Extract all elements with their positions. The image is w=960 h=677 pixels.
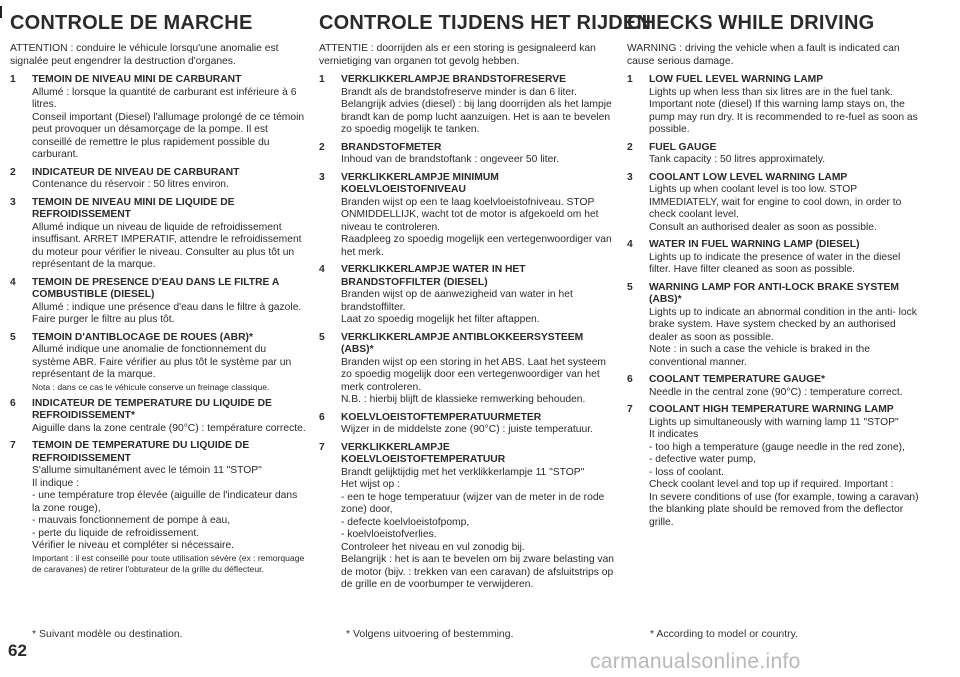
page-number: 62: [8, 641, 27, 660]
item-number: 1: [319, 74, 325, 85]
item-number: 6: [319, 411, 325, 423]
item-body: [32, 197, 306, 272]
item-number: 7: [627, 404, 633, 415]
item-body: [341, 442, 615, 592]
item-number: 4: [10, 276, 16, 288]
item-title: TEMOIN DE PRESENCE D'EAU DANS LE FILTRE A COMBUSTIBLE (DIESEL): [32, 276, 279, 300]
page-edge-mark: [0, 6, 2, 18]
item-number: 1: [10, 74, 16, 85]
column-french: [10, 12, 306, 644]
item-text: Lights up simultaneously with warning lamp 11 "STOP" It indicates - too high a temperature (gauge needle in the red zone), - defective water pump, - loss of coolant. Check coolant level and top up if required. Important : In severe conditions of use (for example, towing a caravan) the blanking plate should be removed from the deflector grille.: [649, 416, 919, 528]
list-item: [627, 142, 923, 167]
section-heading-french: CONTROLE DE MARCHE: [10, 12, 253, 34]
footnote-dutch: * Volgens uitvoering of bestemming.: [346, 628, 514, 640]
item-text: Lights up when less than six litres are in the fuel tank. Important note (diesel) If this warning lamp stays on, the pump may run dry. It is recommended to re-fuel as soon as possible.: [649, 86, 918, 135]
item-number: 6: [10, 397, 16, 409]
item-text: Branden wijst op de aanwezigheid van water in het brandstoffilter. Laat zo spoedig mogelijk het filter aftappen.: [341, 289, 573, 325]
list-item: [319, 332, 615, 407]
item-body: [649, 239, 923, 277]
item-number: 6: [627, 374, 633, 385]
item-title: COOLANT LOW LEVEL WARNING LAMP: [649, 171, 848, 183]
item-number: 5: [627, 281, 633, 293]
item-number: 4: [319, 264, 325, 275]
item-body: [32, 167, 306, 192]
item-title: COOLANT TEMPERATURE GAUGE*: [649, 374, 826, 385]
item-text: Allumé : indique une présence d'eau dans le filtre à gazole. Faire purger le filtre au plus tôt.: [32, 301, 302, 325]
item-text: S'allume simultanément avec le témoin 11 "STOP" Il indique : - une température trop élevée (aiguille de l'indicateur dans la zone rouge), - mauvais fonctionnement de pompe à eau, - perte du liquide de refroidissement. Vérifier le niveau et compléter si nécessaire.: [32, 465, 298, 551]
list-item: [627, 404, 923, 529]
item-body: [32, 440, 306, 575]
list-item: [627, 282, 923, 370]
list-item: [10, 277, 306, 327]
item-text: Aiguille dans la zone centrale (90°C) : température correcte.: [32, 422, 306, 434]
item-title: TEMOIN D'ANTIBLOCAGE DE ROUES (ABR)*: [32, 331, 253, 343]
item-text: Allumé : lorsque la quantité de carburant est inférieure à 6 litres. Conseil important (Diesel) l'allumage prolongé de ce témoin peut provoquer un désamorçage de la pompe. Il est conseillé de remettre le plus rapidement possible du carburant.: [32, 86, 305, 160]
list-item: [10, 197, 306, 272]
item-title: INDICATEUR DE NIVEAU DE CARBURANT: [32, 166, 240, 178]
item-number: 3: [10, 196, 16, 208]
item-text: Brandt gelijktijdig met het verklikkerlampje 11 "STOP" Het wijst op : - een te hoge temperatuur (wijzer van de meter in de rode zone) door, - defecte koelvloeistofpomp, - koelvloeistofverlies. Controleer het niveau en vul zonodig bij. Belangrijk : het is aan te bevelen om bij zware belasting van de motor (bijv. : trekken van een caravan) de afsluitstrips op de grille en de voorbumper te verwijderen.: [341, 466, 615, 590]
column-english: [627, 12, 923, 644]
section-heading-dutch: CONTROLE TIJDENS HET RIJDEN: [319, 12, 652, 34]
intro-text: ATTENTION : conduire le véhicule lorsqu'une anomalie est signalée peut engendrer la destruction d'organes.: [10, 43, 279, 67]
item-text: Lights up to indicate an abnormal condition in the anti- lock brake system. Have system checked by an authorised dealer as soon as possible. Note : in such a case the vehicle is braked in the conventional manner.: [649, 306, 917, 368]
list-item: [627, 374, 923, 399]
item-body: [341, 264, 615, 327]
item-number: 7: [319, 441, 325, 453]
item-title: VERKLIKKERLAMPJE BRANDSTOFRESERVE: [341, 74, 567, 85]
list-item: [10, 398, 306, 436]
item-number: 3: [627, 171, 633, 183]
item-text: Wijzer in de middelste zone (90°C) : juiste temperatuur.: [341, 424, 593, 435]
item-body: [649, 374, 923, 399]
item-title: FUEL GAUGE: [649, 141, 717, 153]
item-text: Branden wijst op een storing in het ABS. Laat het systeem zo spoedig mogelijk door een vertegenwoordiger van het merk controleren. N.B. : hierbij blijft de klassieke remwerking behouden.: [341, 356, 607, 405]
intro-text: ATTENTIE : doorrijden als er een storing is gesignaleerd kan vernietiging van organen tot gevolg hebben.: [319, 43, 596, 67]
item-list: [627, 74, 923, 529]
item-title: LOW FUEL LEVEL WARNING LAMP: [649, 74, 824, 85]
item-body: [649, 404, 923, 529]
item-number: 5: [319, 331, 325, 343]
item-body: [32, 277, 306, 327]
list-item: [10, 167, 306, 192]
list-item: [319, 442, 615, 592]
item-text: Lights up to indicate the presence of water in the diesel filter. Have filter cleaned as soon as possible.: [649, 251, 901, 275]
list-item: [627, 74, 923, 137]
list-item: [319, 142, 615, 167]
footnote-english: * According to model or country.: [650, 628, 799, 640]
item-note: Important : il est conseillé pour toute utilisation sévère (ex : remorquage de caravanes) de retirer l'obturateur de la grille du déflecteur.: [32, 552, 305, 574]
item-title: VERKLIKKERLAMPJE MINIMUM KOELVLOEISTOFNIVEAU: [341, 171, 499, 195]
list-item: [627, 239, 923, 277]
item-list: [10, 74, 306, 575]
item-title: BRANDSTOFMETER: [341, 141, 442, 153]
item-text: Contenance du réservoir : 50 litres environ.: [32, 179, 229, 190]
item-number: 4: [627, 239, 633, 250]
list-item: [10, 74, 306, 162]
item-number: 2: [627, 141, 633, 153]
list-item: [319, 412, 615, 437]
list-item: [10, 332, 306, 393]
list-item: [319, 74, 615, 137]
item-text: Inhoud van de brandstoftank : ongeveer 50 liter.: [341, 154, 560, 165]
item-text: Tank capacity : 50 litres approximately.: [649, 154, 826, 165]
list-item: [627, 172, 923, 235]
item-title: COOLANT HIGH TEMPERATURE WARNING LAMP: [649, 404, 894, 415]
watermark: carmanualsonline.info: [590, 650, 801, 673]
item-number: 5: [10, 331, 16, 343]
item-text: Lights up when coolant level is too low. STOP IMMEDIATELY, wait for engine to cool down, in order to check coolant level. Consult an authorised dealer as soon as possible.: [649, 184, 902, 233]
item-title: INDICATEUR DE TEMPERATURE DU LIQUIDE DE REFROIDISSEMENT*: [32, 397, 272, 421]
item-note: Nota : dans ce cas le véhicule conserve un freinage classique.: [32, 381, 270, 392]
item-body: [341, 142, 615, 167]
item-body: [341, 74, 615, 137]
item-list: [319, 74, 615, 592]
item-title: VERKLIKKERLAMPJE WATER IN HET BRANDSTOFFILTER (DIESEL): [341, 264, 526, 288]
item-body: [341, 412, 615, 437]
item-body: [649, 142, 923, 167]
item-body: [341, 332, 615, 407]
item-number: 2: [10, 166, 16, 178]
list-item: [319, 264, 615, 327]
column-dutch: [319, 12, 652, 644]
item-body: [32, 398, 306, 436]
item-number: 1: [627, 74, 633, 85]
item-text: Allumé indique une anomalie de fonctionnement du système ABR. Faire vérifier au plus tôt le système par un représentant de la marque.: [32, 344, 292, 380]
item-title: TEMOIN DE NIVEAU MINI DE LIQUIDE DE REFROIDISSEMENT: [32, 196, 235, 220]
item-body: [649, 282, 923, 370]
item-body: [32, 74, 306, 162]
item-text: Allumé indique un niveau de liquide de refroidissement insuffisant. ARRET IMPERATIF, attendre le refroidissement du moteur pour vérifier le niveau. Consulter au plus tôt un représentant de la marque.: [32, 221, 302, 270]
item-body: [32, 332, 306, 393]
item-title: WARNING LAMP FOR ANTI-LOCK BRAKE SYSTEM (ABS)*: [649, 281, 899, 305]
item-text: Brandt als de brandstofreserve minder is dan 6 liter. Belangrijk advies (diesel) : bij lang doorrijden als het lampje brandt kan de pomp lucht aanzuigen. Het is aan te bevelen zo spoedig mogelijk te tanken.: [341, 86, 612, 135]
section-heading-english: CHECKS WHILE DRIVING: [627, 12, 875, 34]
footnote-french: * Suivant modèle ou destination.: [32, 628, 183, 640]
item-title: VERKLIKKERLAMPJE ANTIBLOKKEERSYSTEEM (ABS)*: [341, 331, 584, 355]
item-body: [341, 172, 615, 260]
item-text: Needle in the central zone (90°C) : temperature correct.: [649, 386, 903, 398]
intro-text: WARNING : driving the vehicle when a fault is indicated can cause serious damage.: [627, 43, 900, 67]
list-item: [319, 172, 615, 260]
item-title: WATER IN FUEL WARNING LAMP (DIESEL): [649, 239, 860, 250]
item-number: 2: [319, 141, 325, 153]
item-title: TEMOIN DE NIVEAU MINI DE CARBURANT: [32, 74, 242, 85]
item-title: VERKLIKKERLAMPJE KOELVLOEISTOFTEMPERATUUR: [341, 441, 506, 465]
item-number: 3: [319, 171, 325, 183]
item-body: [649, 172, 923, 235]
list-item: [10, 440, 306, 575]
item-title: TEMOIN DE TEMPERATURE DU LIQUIDE DE REFROIDISSEMENT: [32, 440, 250, 464]
item-body: [649, 74, 923, 137]
item-title: KOELVLOEISTOFTEMPERATUURMETER: [341, 411, 542, 423]
item-number: 7: [10, 440, 16, 451]
item-text: Branden wijst op een te laag koelvloeistofniveau. STOP ONMIDDELLIJK, wacht tot de motor is afgekoeld om het niveau te controleren. Raadpleeg zo spoedig mogelijk een vertegenwoordiger van het merk.: [341, 196, 612, 258]
